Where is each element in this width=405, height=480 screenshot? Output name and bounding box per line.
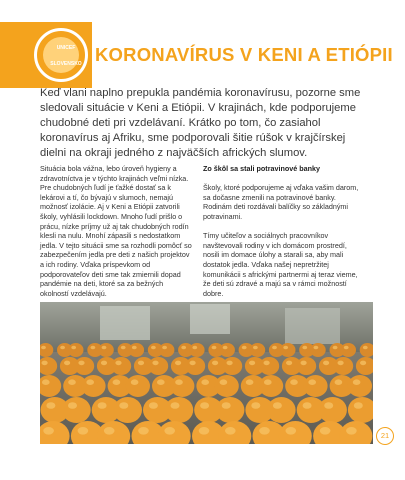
sack-highlight [46,402,55,409]
sack-highlight [78,361,84,366]
sack-highlight [344,346,349,350]
sack-highlight [119,402,128,409]
lead-paragraph: Keď vlani naplno prepukla pandémia koronavírusu, pozorne sme sledovali situácie v Keni a Etiópii. V krajinách, kde podporujeme chudobné deti pri vzdelávaní. Krátko po tom, čo zasiahol koronavírus aj Afriku, sme podporovali šitie rúšok v krajčírskej dielni na okraji jedného z najväčších afrických slumov. [40,87,361,159]
sack-highlight [302,346,307,350]
sack-highlight [225,427,236,435]
logo-badge-icon [34,28,88,82]
sack-highlight [78,427,89,435]
sack-highlight [192,346,197,350]
sack-highlight [171,402,180,409]
sack-highlight [181,346,186,350]
sack-highlight [272,346,277,350]
sack-highlight [273,402,282,409]
section-heading: Zo škôl sa stali potravinové banky [203,164,321,173]
food-sack [170,375,194,397]
food-sack [303,375,327,397]
sack-highlight [175,379,183,385]
food-sack [220,343,235,357]
sack-highlight [301,361,307,366]
sack-highlight [363,346,368,350]
sack-highlight [60,346,65,350]
sack-highlight [113,379,121,385]
sack-highlight [242,346,247,350]
sack-highlight [152,361,158,366]
food-packages-photo [40,302,373,444]
photo-illustration [40,302,373,444]
sack-highlight [249,361,255,366]
sack-highlight [286,361,292,366]
logo-text-bottom: SLOVENSKO [50,61,82,67]
left-column [40,164,192,308]
sack-highlight [303,402,312,409]
food-sack [280,343,295,357]
food-sack [222,357,242,375]
food-sack [165,397,194,423]
sack-highlight [68,402,77,409]
sack-highlight [64,361,70,366]
sack-highlight [246,379,254,385]
sack-highlight [71,346,76,350]
sack-highlight [253,346,258,350]
sack-highlight [222,402,231,409]
right-column [203,164,363,308]
left-paragraph: Situácia bola vážna, lebo úroveň hygieny a zdravotníctva je v týchto krajinách veľmi nízka. Pre chudobných ľudí je ťažké dostať sa k lekárovi a tí, čo bývajú v slumoch, nemajú možnosť izolácie. Aj v Keni a Etiópii zatvorili školy, vyhlásili lockdown. Mnoho ľudí prišlo o prácu, nízke príjmy už aj tak chudobných rodín klesli na nulu. Mnohí zápasili s nedostatkom jedla. V tejto situácii sme sa rozhodli pomôcť so zabezpečením jedla pre deti z našich projektov a ich rodiny. Vďaka príspevkom od podporovateľov deti sme tak zmiernili dopad pandémie na deti, ktoré sa za bežných okolností vzdelávajú. [40,164,192,298]
sack-highlight [201,379,209,385]
sack-highlight [190,361,196,366]
sack-highlight [91,346,96,350]
sack-highlight [338,361,344,366]
sack-highlight [86,379,94,385]
sack-highlight [42,361,48,366]
food-sack [113,397,142,423]
sack-highlight [220,379,228,385]
sack-highlight [360,361,366,366]
food-sack [259,357,279,375]
sack-highlight [286,427,297,435]
logo-inner-circle [43,37,79,73]
food-sack [126,375,150,397]
sack-highlight [290,379,298,385]
sack-highlight [353,379,361,385]
food-sack [259,375,283,397]
sack-highlight [259,427,270,435]
food-sack [74,357,94,375]
sack-highlight [354,402,363,409]
sack-highlight [42,379,50,385]
sack-highlight [138,427,149,435]
right-paragraph-1: Školy, ktoré podporujeme aj vďaka vašim darom, sa dočasne zmenili na potravinové banky. Rodinám deti rozdávali balíčky so základnými potravinami. [203,183,359,221]
sack-highlight [131,379,139,385]
food-sack [111,357,131,375]
sack-highlight [157,379,165,385]
sack-highlight [164,427,175,435]
sack-highlight [98,402,107,409]
food-sack [68,343,83,357]
food-sack [148,357,168,375]
food-sack [98,343,113,357]
food-sack [296,357,316,375]
sack-highlight [264,379,272,385]
sack-highlight [333,346,338,350]
sack-highlight [115,361,121,366]
food-sack [216,397,245,423]
food-sack [159,343,174,357]
sack-highlight [223,346,228,350]
sack-highlight [138,361,144,366]
sack-highlight [151,346,156,350]
sack-highlight [102,346,107,350]
sack-highlight [323,361,329,366]
food-sack [129,343,144,357]
page-title: KORONAVÍRUS V KENI A ETIÓPII [95,44,393,65]
logo-text-top: UNICEF [56,45,76,51]
sack-highlight [43,427,54,435]
sack-highlight [283,346,288,350]
sack-highlight [101,361,107,366]
sack-highlight [308,379,316,385]
food-sack [250,343,265,357]
food-sack [310,343,325,357]
sack-highlight [212,346,217,350]
sack-highlight [132,346,137,350]
sack-highlight [346,427,357,435]
sack-highlight [162,346,167,350]
sack-highlight [41,346,46,350]
food-sack [185,357,205,375]
page-number: 21 [376,427,394,445]
right-paragraph-2: Tímy učiteľov a sociálnych pracovníkov navštevovali rodiny v ich domácom prostredí, nosili im domace úlohy a starali sa, aby mali dostatok jedla. Vďaka našej nepretržitej komunikácii s africkými partnermi aj teraz vieme, že deti sú zdravé a majú sa v rámci možností dobre. [203,231,358,298]
sack-highlight [264,361,270,366]
sack-highlight [199,427,210,435]
food-sack [341,343,356,357]
food-sack [333,357,353,375]
food-sack [81,375,105,397]
sack-highlight [121,346,126,350]
sack-highlight [200,402,209,409]
food-sack [189,343,204,357]
page-header [0,22,405,88]
sack-highlight [68,379,76,385]
sack-highlight [251,402,260,409]
sack-highlight [314,346,319,350]
food-sack [215,375,239,397]
sack-highlight [149,402,158,409]
food-sack [267,397,296,423]
sack-highlight [212,361,218,366]
sack-highlight [227,361,233,366]
sack-highlight [320,427,331,435]
sack-highlight [324,402,333,409]
sack-highlight [104,427,115,435]
food-sack [318,397,347,423]
food-sack [348,375,372,397]
sack-highlight [175,361,181,366]
sack-highlight [335,379,343,385]
food-sack [62,397,91,423]
